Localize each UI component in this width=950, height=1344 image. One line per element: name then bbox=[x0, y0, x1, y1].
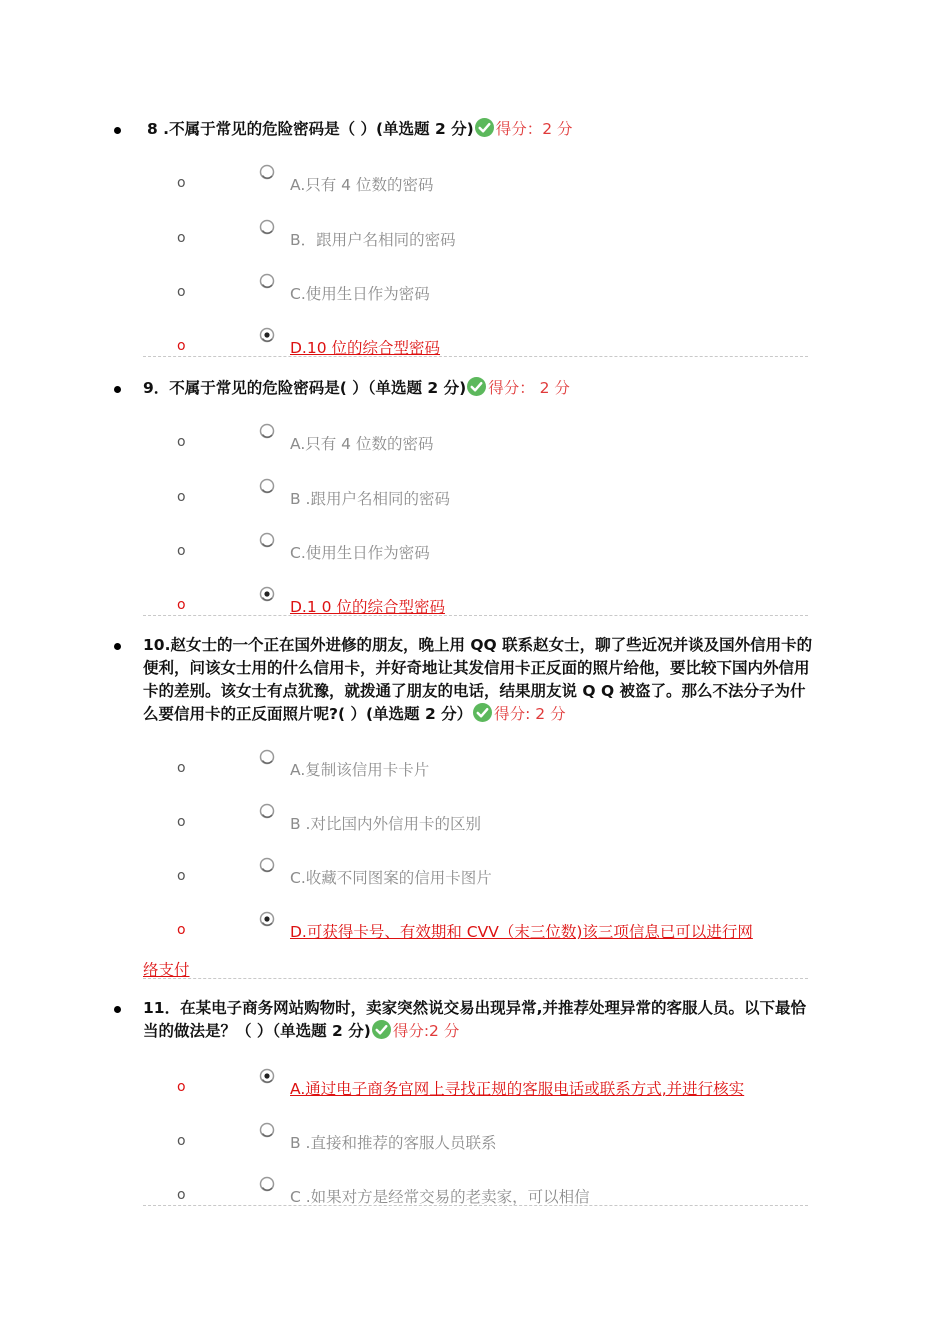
radio-button-a[interactable] bbox=[259, 749, 275, 765]
option-marker: o bbox=[177, 434, 186, 450]
option-c-text: C.收藏不同图案的信用卡图片 bbox=[290, 869, 492, 887]
option-b-text: B .直接和推荐的客服人员联系 bbox=[290, 1134, 497, 1152]
option-a-text: A.只有 4 位数的密码 bbox=[290, 435, 434, 453]
option-marker: o bbox=[177, 230, 186, 246]
question-text: 11．在某电子商务网站购物时，卖家突然说交易出现异常,并推荐处理异常的客服人员。以下最恰当的做法是？（ ）（单选题 2 分) bbox=[143, 999, 806, 1040]
option-marker: o bbox=[177, 814, 186, 830]
check-icon bbox=[467, 377, 486, 396]
option-marker: o bbox=[177, 760, 186, 776]
option-marker: o bbox=[177, 338, 186, 354]
option-marker: o bbox=[177, 284, 186, 300]
question-text: 8 .不属于常见的危险密码是（ ）(单选题 2 分) bbox=[147, 120, 474, 138]
score-text: 得分： 2 分 bbox=[488, 379, 570, 397]
divider bbox=[143, 615, 808, 616]
option-a-text: A.只有 4 位数的密码 bbox=[290, 176, 434, 194]
radio-button-b[interactable] bbox=[259, 1122, 275, 1138]
check-icon bbox=[475, 118, 494, 137]
option-c-text: C.使用生日作为密码 bbox=[290, 544, 430, 562]
option-marker: o bbox=[177, 1079, 186, 1095]
radio-button-b[interactable] bbox=[259, 803, 275, 819]
option-d-text: D.可获得卡号、有效期和 CVV（末三位数)该三项信息已可以进行网 bbox=[290, 923, 753, 941]
option-marker: o bbox=[177, 489, 186, 505]
radio-button-c[interactable] bbox=[259, 532, 275, 548]
bullet bbox=[114, 1006, 121, 1013]
option-marker: o bbox=[177, 175, 186, 191]
bullet bbox=[114, 643, 121, 650]
score-text: 得分：2 分 bbox=[495, 120, 573, 138]
option-d-text: D.10 位的综合型密码 bbox=[290, 339, 441, 357]
score-text: 得分: 2 分 bbox=[494, 705, 566, 723]
check-icon bbox=[372, 1020, 391, 1039]
option-marker: o bbox=[177, 922, 186, 938]
radio-button-d-selected[interactable] bbox=[259, 327, 275, 343]
question-text: 10.赵女士的一个正在国外进修的朋友，晚上用 QQ 联系赵女士，聊了些近况并谈及国外信用卡的便利，问该女士用的什么信用卡，并好奇地让其发信用卡正反面的照片给他，要比较下国内外信用卡的差别。该女士有点犹豫，就拨通了朋友的电话，结果朋友说 Q Q 被盗了。那么不法分子为什么要信用卡的正反面照片呢?( ）(单选题 2 分） bbox=[143, 636, 813, 723]
question-title bbox=[143, 377, 813, 400]
score-text: 得分:2 分 bbox=[392, 1022, 460, 1040]
option-marker: o bbox=[177, 868, 186, 884]
question-title bbox=[143, 997, 813, 1043]
option-d-text-continued: 络支付 bbox=[143, 961, 190, 979]
option-marker: o bbox=[177, 597, 186, 613]
question-text: 9．不属于常见的危险密码是( ）（单选题 2 分) bbox=[143, 379, 467, 397]
radio-button-a[interactable] bbox=[259, 423, 275, 439]
check-icon bbox=[473, 703, 492, 722]
option-c-text: C .如果对方是经常交易的老卖家，可以相信 bbox=[290, 1188, 590, 1206]
option-c-text: C.使用生日作为密码 bbox=[290, 285, 430, 303]
radio-button-c[interactable] bbox=[259, 1176, 275, 1192]
question-title bbox=[143, 634, 813, 726]
bullet bbox=[114, 386, 121, 393]
divider bbox=[143, 978, 808, 979]
radio-button-d-selected[interactable] bbox=[259, 911, 275, 927]
option-b-text: B .对比国内外信用卡的区别 bbox=[290, 815, 481, 833]
option-b-text: B．跟用户名相同的密码 bbox=[290, 231, 456, 249]
bullet bbox=[114, 127, 121, 134]
question-title bbox=[147, 118, 817, 141]
option-a-text: A.通过电子商务官网上寻找正规的客服电话或联系方式,并进行核实 bbox=[290, 1080, 745, 1098]
radio-button-c[interactable] bbox=[259, 273, 275, 289]
radio-button-c[interactable] bbox=[259, 857, 275, 873]
radio-button-b[interactable] bbox=[259, 219, 275, 235]
radio-button-a-selected[interactable] bbox=[259, 1068, 275, 1084]
radio-button-a[interactable] bbox=[259, 164, 275, 180]
radio-button-b[interactable] bbox=[259, 478, 275, 494]
option-d-text: D.1 0 位的综合型密码 bbox=[290, 598, 445, 616]
option-marker: o bbox=[177, 543, 186, 559]
option-b-text: B .跟用户名相同的密码 bbox=[290, 490, 450, 508]
divider bbox=[143, 1205, 808, 1206]
option-a-text: A.复制该信用卡卡片 bbox=[290, 761, 430, 779]
option-marker: o bbox=[177, 1133, 186, 1149]
divider bbox=[143, 356, 808, 357]
radio-button-d-selected[interactable] bbox=[259, 586, 275, 602]
option-marker: o bbox=[177, 1187, 186, 1203]
